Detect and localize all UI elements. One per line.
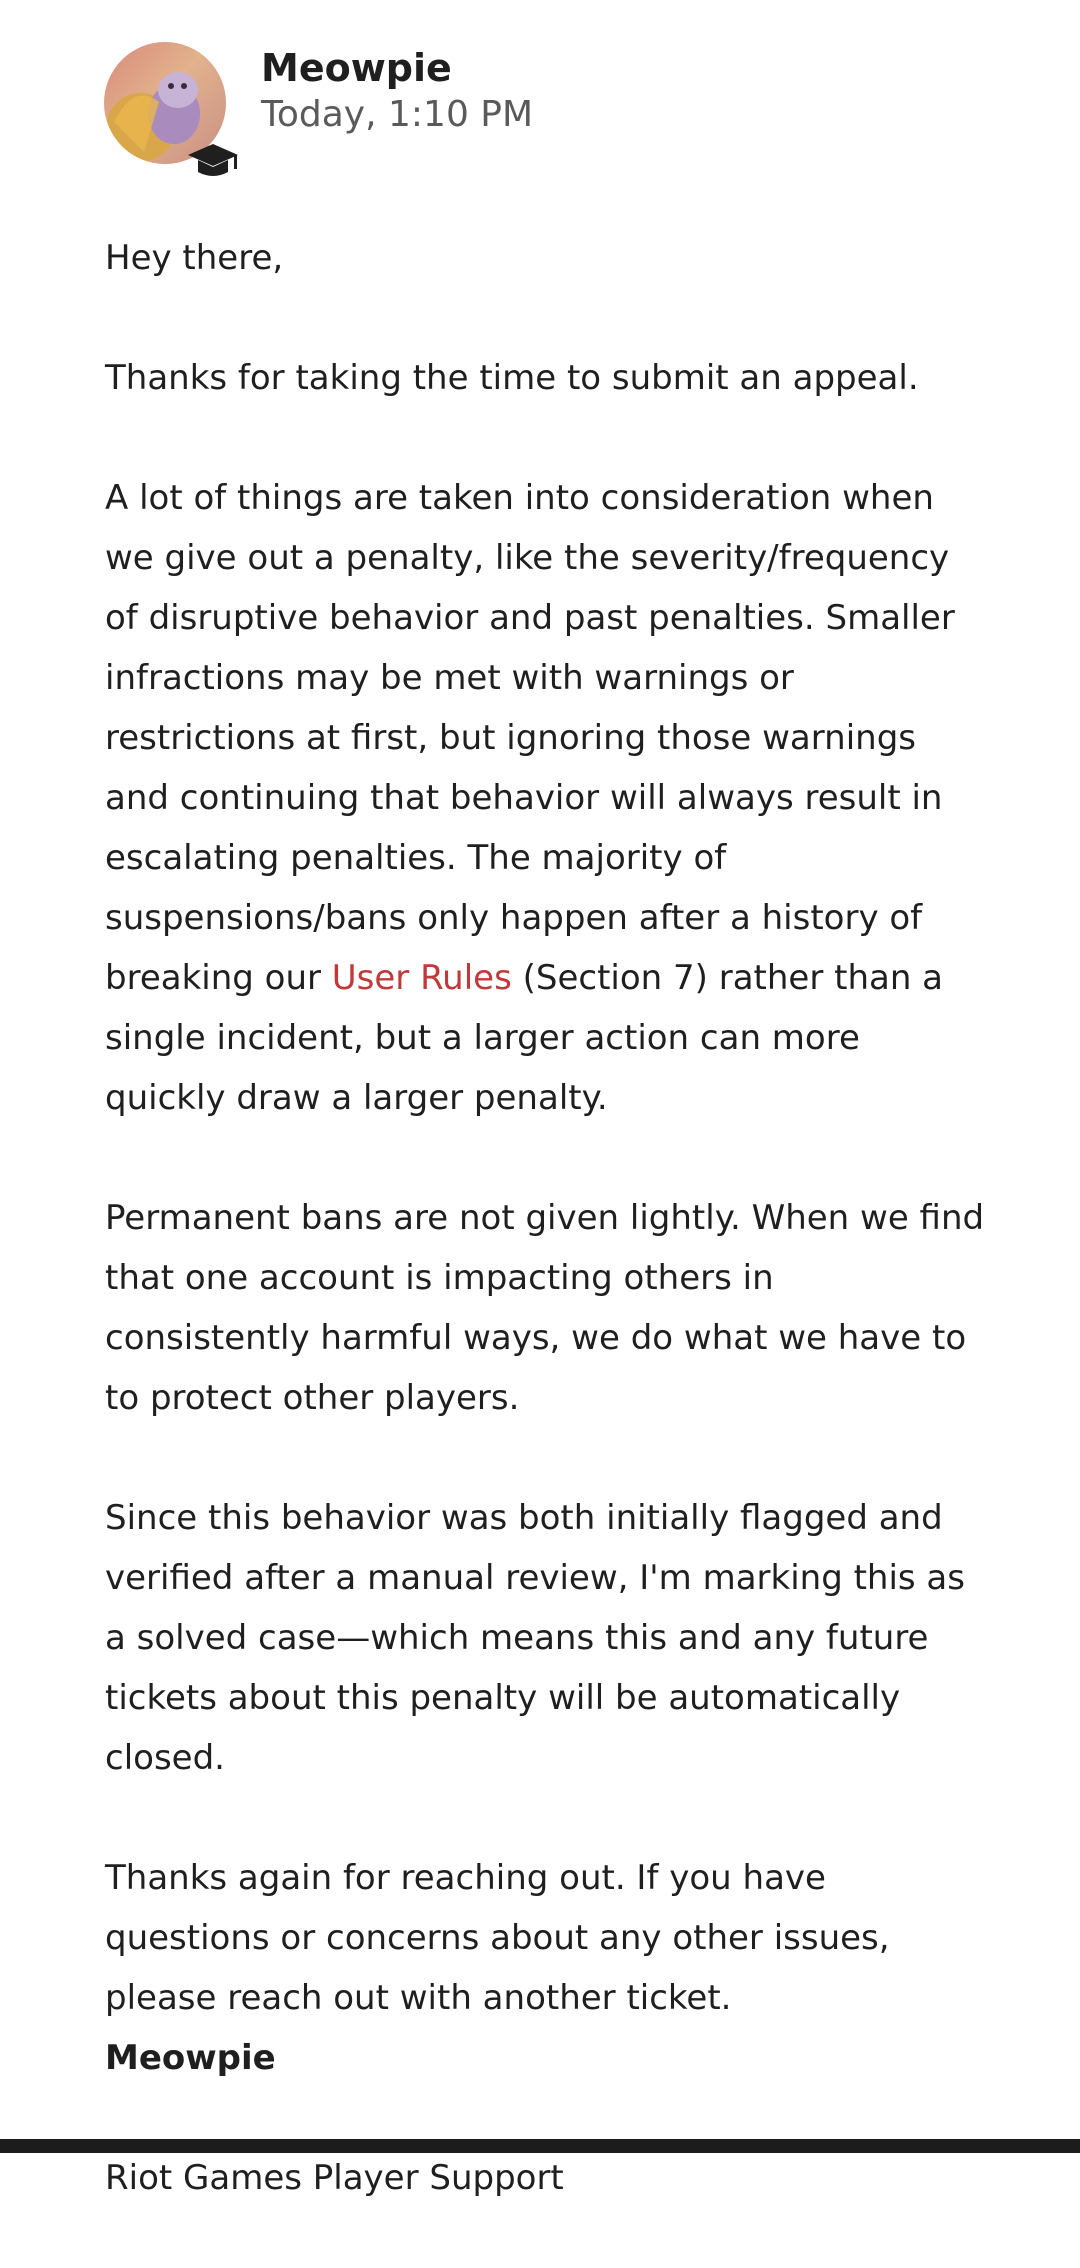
post-timestamp: Today, 1:10 PM: [261, 94, 534, 135]
user-rules-link[interactable]: User Rules: [331, 958, 512, 998]
message-greeting: Hey there,: [105, 238, 284, 278]
message-paragraph-2: [105, 468, 985, 1128]
avatar[interactable]: [104, 42, 226, 164]
message-paragraph-5: Thanks again for reaching out. If you have questions or concerns about any other issues, please reach out with another ticket.: [105, 1858, 890, 2018]
message-paragraph-4: Since this behavior was both initially flagged and verified after a manual review, I'm marking this as a solved case—which means this and any future tickets about this penalty will be automatically closed.: [105, 1498, 965, 1778]
post-header: [104, 42, 1004, 182]
message-paragraph-2-text-a: A lot of things are taken into consideration when we give out a penalty, like the severity/frequency of disruptive behavior and past penalties. Smaller infractions may be met with warnings or restrictions at first, but ignoring those warnings and continuing that behavior will always result in escalating penalties. The majority of suspensions/bans only happen after a history of breaking our: [105, 478, 955, 998]
author-name[interactable]: Meowpie: [261, 46, 452, 90]
signature-team: Riot Games Player Support: [105, 2158, 564, 2198]
message-paragraph-1: Thanks for taking the time to submit an appeal.: [105, 358, 919, 398]
message-paragraph-2-text-b: (Section 7) rather than a single incident, but a larger action can more quickly draw a larger penalty.: [105, 958, 944, 1118]
bottom-bar: [0, 2139, 1080, 2153]
signature-name: Meowpie: [105, 2038, 276, 2078]
message-body: [105, 228, 985, 2268]
message-paragraph-3: Permanent bans are not given lightly. When we find that one account is impacting others in consistently harmful ways, we do what we have to to protect other players.: [105, 1198, 985, 1418]
graduation-cap-icon: [186, 142, 240, 182]
